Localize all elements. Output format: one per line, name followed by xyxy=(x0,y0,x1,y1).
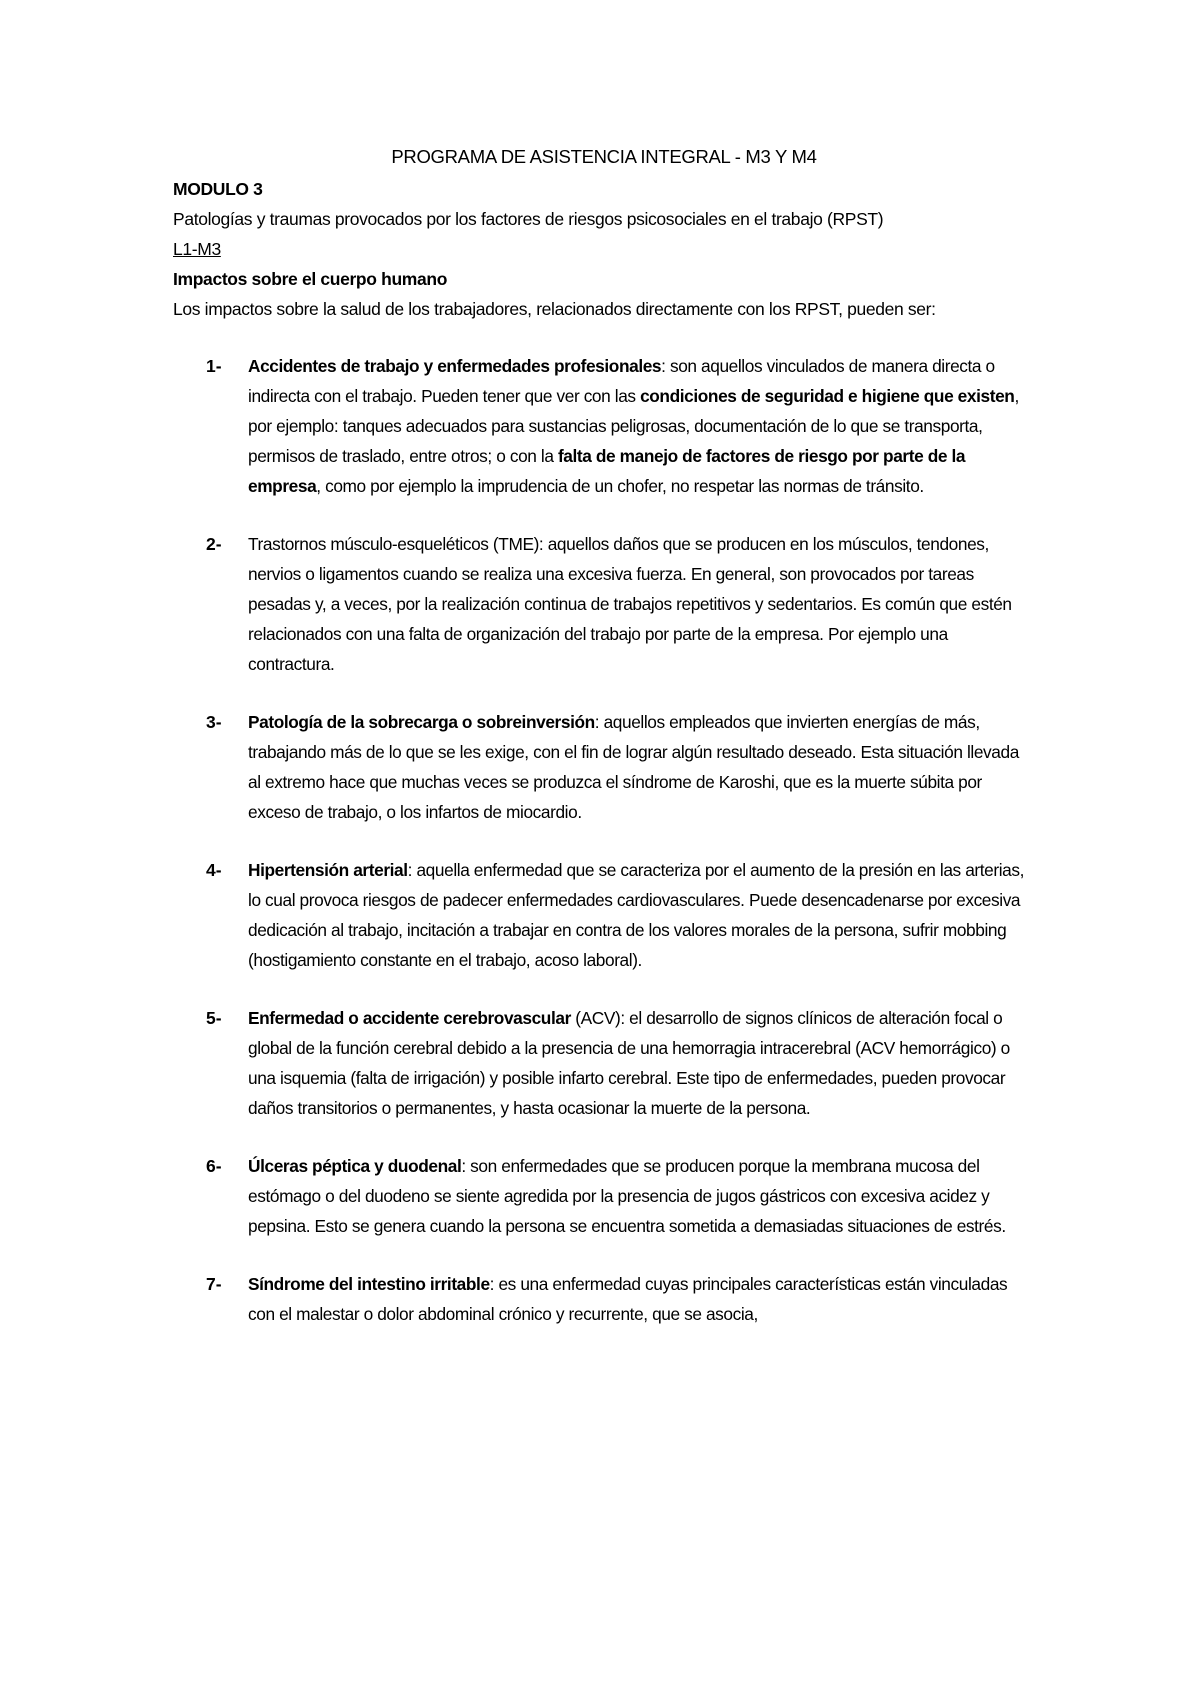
list-item-text xyxy=(248,529,1035,679)
item-desc: : son aquellos vinculados de manera directa o indirecta con el trabajo. Pueden tener que ver con las xyxy=(248,356,995,406)
module-label: MODULO 3 xyxy=(173,179,263,199)
list-item-number: 3- xyxy=(206,712,222,732)
list-item xyxy=(173,707,1035,827)
list-item-text xyxy=(248,351,1035,501)
list-item-number: 2- xyxy=(206,534,222,554)
list-item-text xyxy=(248,1151,1035,1241)
list-item xyxy=(173,1269,1035,1329)
item-term: Síndrome del intestino irritable xyxy=(248,1274,490,1294)
document-title: PROGRAMA DE ASISTENCIA INTEGRAL - M3 Y M4 xyxy=(391,146,817,167)
list-item-text xyxy=(248,1003,1035,1123)
item-term: Accidentes de trabajo y enfermedades profesionales xyxy=(248,356,662,376)
item-desc: : aquella enfermedad que se caracteriza por el aumento de la presión en las arterias, lo cual provoca riesgos de padecer enfermedades cardiovasculares. Puede desencadenarse por excesiva dedicación al trabajo, incitación a trabajar en contra de los valores morales de la persona, sufrir mobbing (hostigamiento constante en el trabajo, acoso laboral). xyxy=(248,860,1025,970)
item-term: Hipertensión arterial xyxy=(248,860,408,880)
list-item-number: 5- xyxy=(206,1008,222,1028)
item-desc: : es una enfermedad cuyas principales características están vinculadas con el malestar o dolor abdominal crónico y recurrente, que se asocia, xyxy=(248,1274,1008,1324)
item-desc: , como por ejemplo la imprudencia de un chofer, no respetar las normas de tránsito. xyxy=(316,476,924,496)
list-item xyxy=(173,529,1035,679)
item-term: Úlceras péptica y duodenal xyxy=(248,1156,462,1176)
list-item xyxy=(173,855,1035,975)
list-item-number: 6- xyxy=(206,1156,222,1176)
module-subtitle: Patologías y traumas provocados por los factores de riesgos psicosociales en el trabajo (RPST) xyxy=(173,209,884,229)
list-item xyxy=(173,1003,1035,1123)
item-term: Enfermedad o accidente cerebrovascular xyxy=(248,1008,571,1028)
section-code: L1-M3 xyxy=(173,239,221,259)
section-heading: Impactos sobre el cuerpo humano xyxy=(173,269,448,289)
item-desc: , por ejemplo: tanques adecuados para sustancias peligrosas, documentación de lo que se transporta, permisos de traslado, entre otros; o con la xyxy=(248,386,1019,466)
item-desc: : son enfermedades que se producen porque la membrana mucosa del estómago o del duodeno se siente agredida por la presencia de jugos gástricos con excesiva acidez y pepsina. Esto se genera cuando la persona se encuentra sometida a demasiadas situaciones de estrés. xyxy=(248,1156,1006,1236)
document-body xyxy=(173,142,1035,1357)
item-term: Patología de la sobrecarga o sobreinversión xyxy=(248,712,595,732)
item-desc: (ACV): el desarrollo de signos clínicos de alteración focal o global de la función cerebral debido a la presencia de una hemorragia intracerebral (ACV hemorrágico) o una isquemia (falta de irrigación) y posible infarto cerebral. Este tipo de enfermedades, pueden provocar daños transitorios o permanentes, y hasta ocasionar la muerte de la persona. xyxy=(248,1008,1010,1118)
list-item-number: 4- xyxy=(206,860,222,880)
intro-paragraph: Los impactos sobre la salud de los trabajadores, relacionados directamente con los RPST, pueden ser: xyxy=(173,299,936,319)
item-term: condiciones de seguridad e higiene que existen xyxy=(640,386,1015,406)
item-desc: : aquellos empleados que invierten energías de más, trabajando más de lo que se les exige, con el fin de lograr algún resultado deseado. Esta situación llevada al extremo hace que muchas veces se produzca el síndrome de Karoshi, que es la muerte súbita por exceso de trabajo, o los infartos de miocardio. xyxy=(248,712,1019,822)
list-item-number: 1- xyxy=(206,356,222,376)
list-item-text xyxy=(248,1269,1035,1329)
impacts-list xyxy=(173,351,1035,1329)
list-item xyxy=(173,1151,1035,1241)
item-term: falta de manejo de factores de riesgo por parte de la empresa xyxy=(248,446,966,496)
list-item-text xyxy=(248,855,1035,975)
list-item xyxy=(173,351,1035,501)
item-desc: (TME): aquellos daños que se producen en los músculos, tendones, nervios o ligamentos cuando se realiza una excesiva fuerza. En general, son provocados por tareas pesadas y, a veces, por la realización continua de trabajos repetitivos y sedentarios. Es común que estén relacionados con una falta de organización del trabajo por parte de la empresa. Por ejemplo una contractura. xyxy=(248,534,1012,674)
item-term: Trastornos músculo-esqueléticos xyxy=(248,534,489,554)
list-item-number: 7- xyxy=(206,1274,222,1294)
list-item-text xyxy=(248,707,1035,827)
